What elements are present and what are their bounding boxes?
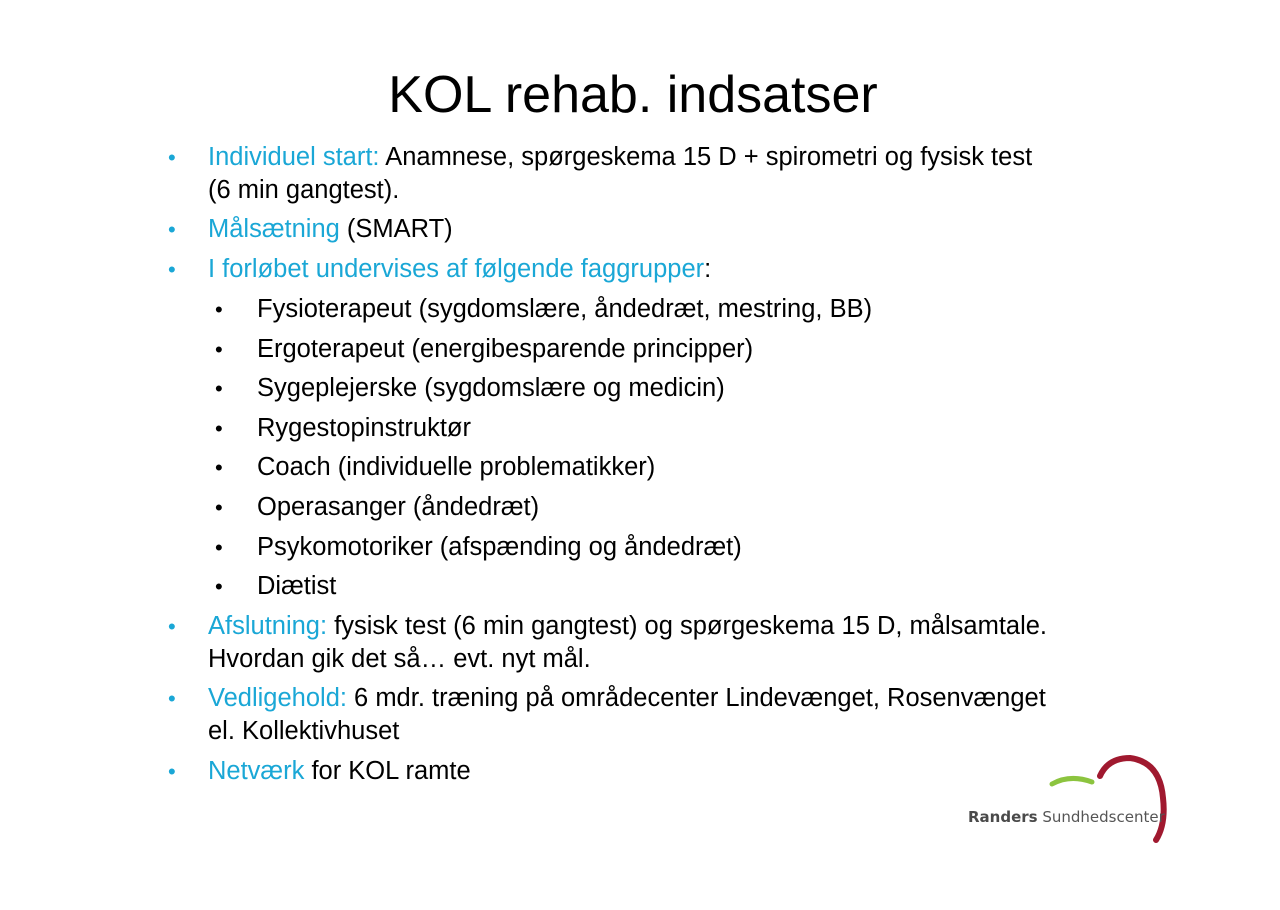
item-text-continued: (6 min gangtest). <box>208 176 400 204</box>
bullet-marker: • <box>168 759 176 784</box>
logo-text-rest: Sundhedscenter <box>1037 808 1165 826</box>
item-text: Psykomotoriker (afspænding og åndedræt) <box>257 533 742 561</box>
sub-list-item <box>215 293 873 326</box>
item-text: for KOL ramte <box>304 757 471 785</box>
item-text: Ergoterapeut (energibesparende principper) <box>257 335 754 363</box>
item-label: Vedligehold: <box>208 684 347 712</box>
list-item <box>168 213 453 246</box>
item-label: Afslutning: <box>208 612 328 640</box>
item-text-continued: Hvordan gik det så… evt. nyt mål. <box>208 645 591 673</box>
slide-title: KOL rehab. indsatser <box>388 66 878 124</box>
sub-list-item <box>215 372 725 405</box>
sub-list-item <box>215 412 471 445</box>
item-label: Individuel start: <box>208 143 380 171</box>
item-label: Målsætning <box>208 215 340 243</box>
sub-bullet-marker: • <box>215 376 223 401</box>
item-text: Rygestopinstruktør <box>257 414 471 442</box>
logo-red-arc <box>1100 758 1164 840</box>
bullet-marker: • <box>168 257 176 282</box>
list-item <box>168 253 712 286</box>
bullet-marker: • <box>168 686 176 711</box>
item-text: : <box>704 255 712 283</box>
item-text-continued: el. Kollektivhuset <box>208 717 400 745</box>
sub-list-item <box>215 570 337 603</box>
list-item <box>168 610 1048 676</box>
item-text: Sygeplejerske (sygdomslære og medicin) <box>257 374 725 402</box>
sub-bullet-marker: • <box>215 574 223 599</box>
logo-mark-icon <box>960 752 1180 852</box>
bullet-marker: • <box>168 145 176 170</box>
item-label: I forløbet undervises af følgende faggrupper <box>208 255 705 283</box>
item-text: Anamnese, spørgeskema 15 D + spirometri og fysisk test <box>379 143 1033 171</box>
sub-bullet-marker: • <box>215 495 223 520</box>
sub-bullet-marker: • <box>215 455 223 480</box>
item-text: Operasanger (åndedræt) <box>257 493 540 521</box>
list-item <box>168 141 1033 207</box>
item-text: (SMART) <box>339 215 453 243</box>
item-text: Fysioterapeut (sygdomslære, åndedræt, mestring, BB) <box>257 295 873 323</box>
item-text: Coach (individuelle problematikker) <box>257 453 656 481</box>
sub-list-item <box>215 451 656 484</box>
sub-bullet-marker: • <box>215 337 223 362</box>
logo-text <box>968 808 1165 826</box>
item-text: fysisk test (6 min gangtest) og spørgeskema 15 D, målsamtale. <box>327 612 1048 640</box>
sub-bullet-marker: • <box>215 297 223 322</box>
logo-green-swoosh <box>1052 778 1092 784</box>
sub-bullet-marker: • <box>215 535 223 560</box>
item-text: 6 mdr. træning på områdecenter Lindevænget, Rosenvænget <box>346 684 1046 712</box>
logo-text-bold: Randers <box>968 808 1038 826</box>
sub-list-item <box>215 333 754 366</box>
list-item <box>168 755 471 788</box>
sub-bullet-marker: • <box>215 416 223 441</box>
bullet-marker: • <box>168 217 176 242</box>
sub-list-item <box>215 491 540 524</box>
list-item <box>168 682 1046 748</box>
randers-sundhedscenter-logo <box>960 752 1180 852</box>
item-label: Netværk <box>208 757 305 785</box>
sub-list-item <box>215 531 742 564</box>
item-text: Diætist <box>257 572 337 600</box>
bullet-marker: • <box>168 614 176 639</box>
